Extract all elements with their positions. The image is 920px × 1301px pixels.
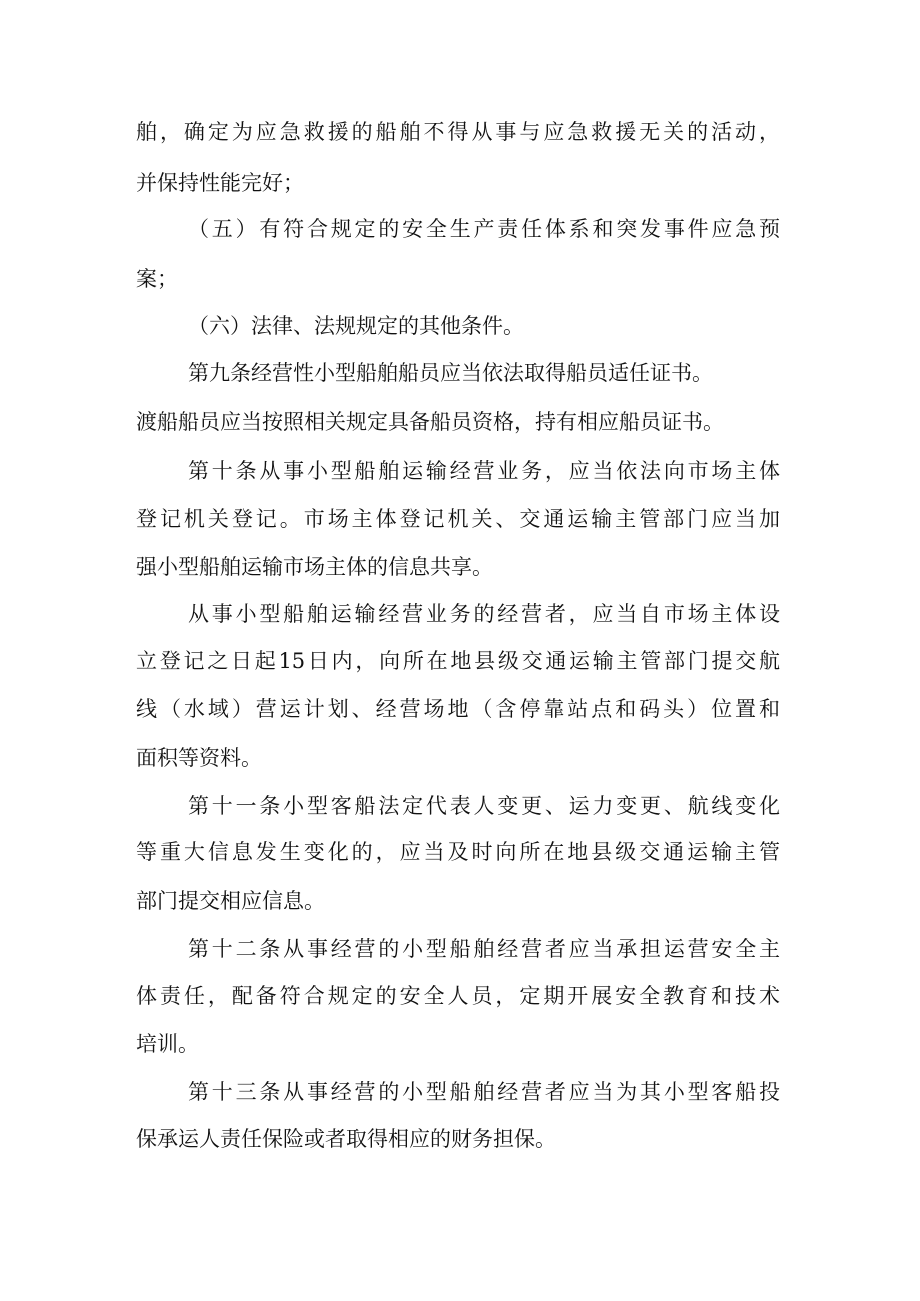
text-line-18: 第十二条从事经营的小型船舶经营者应当承担运营安全主	[188, 937, 780, 961]
text-line-13: 线（水域）营运计划、经营场地（含停靠站点和码头）位置和	[136, 697, 780, 721]
text-line-20: 培训。	[136, 1032, 199, 1056]
text-line-16: 等重大信息发生变化的，应当及时向所在地县级交通运输主管	[136, 840, 780, 864]
text-line-11: 从事小型船舶运输经营业务的经营者，应当自市场主体设	[188, 602, 780, 626]
text-line-6: 第九条经营性小型船舶船员应当依法取得船员适任证书。	[188, 361, 713, 385]
text-line-15: 第十一条小型客船法定代表人变更、运力变更、航线变化	[188, 794, 780, 818]
text-line-4: 案；	[136, 267, 178, 291]
text-line-9: 登记机关登记。市场主体登记机关、交通运输主管部门应当加	[136, 507, 780, 531]
text-line-17: 部门提交相应信息。	[136, 889, 325, 913]
text-line-22: 保承运人责任保险或者取得相应的财务担保。	[136, 1127, 556, 1151]
text-line-1: 舶，确定为应急救援的船舶不得从事与应急救援无关的活动，	[136, 120, 780, 144]
text-line-2: 并保持性能完好；	[136, 171, 304, 195]
text-line-14: 面积等资料。	[136, 746, 262, 770]
text-line-19: 体责任，配备符合规定的安全人员，定期开展安全教育和技术	[136, 984, 780, 1008]
text-line-3: （五）有符合规定的安全生产责任体系和突发事件应急预	[188, 217, 780, 241]
text-line-7: 渡船船员应当按照相关规定具备船员资格，持有相应船员证书。	[136, 410, 724, 434]
text-line-21: 第十三条从事经营的小型船舶经营者应当为其小型客船投	[188, 1080, 780, 1104]
text-line-12: 立登记之日起15日内，向所在地县级交通运输主管部门提交航	[136, 649, 780, 673]
text-line-10: 强小型船舶运输市场主体的信息共享。	[136, 555, 493, 579]
text-line-8: 第十条从事小型船舶运输经营业务，应当依法向市场主体	[188, 459, 780, 483]
text-line-5: （六）法律、法规规定的其他条件。	[188, 314, 524, 338]
